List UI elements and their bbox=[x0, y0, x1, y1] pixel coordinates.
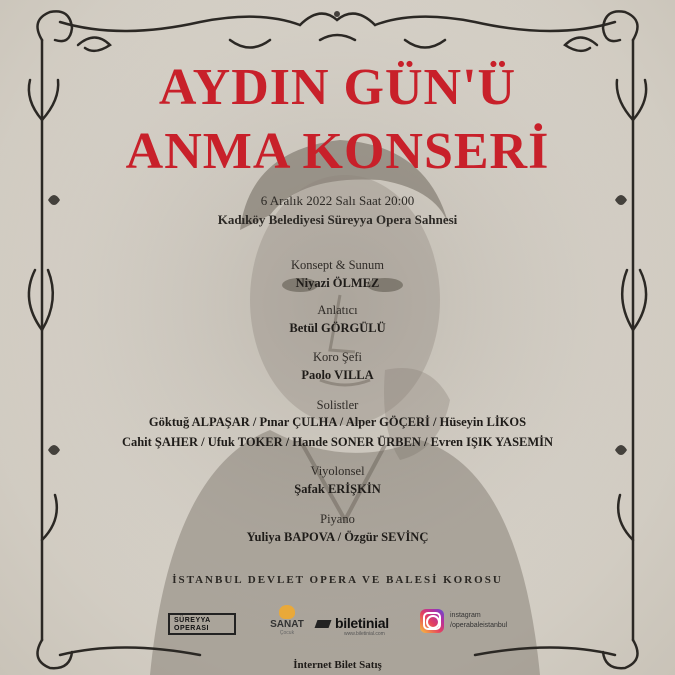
ticket-sales-label: İnternet Bilet Satış bbox=[293, 659, 382, 671]
sanat-logo-text: SANAT bbox=[270, 619, 304, 630]
credit-role: Solistler bbox=[316, 398, 359, 412]
instagram-handle: /operabaleistanbul bbox=[450, 622, 508, 629]
credit-name: Niyazi ÖLMEZ bbox=[295, 276, 380, 290]
credit-name: Cahit ŞAHER / Ufuk TOKER / Hande SONER ÜRBEN / Evren IŞIK YASEMİN bbox=[121, 435, 554, 449]
sponsor-logos bbox=[0, 605, 675, 645]
credit-name: Yuliya BAPOVA / Özgür SEVİNÇ bbox=[246, 530, 429, 544]
credit-name: Paolo VILLA bbox=[301, 368, 374, 382]
credit-role: Piyano bbox=[320, 512, 355, 526]
credit-name: Göktuğ ALPAŞAR / Pınar ÇULHA / Alper GÖÇERİ / Hüseyin LİKOS bbox=[148, 415, 527, 429]
chorus-name: İSTANBUL DEVLET OPERA VE BALESİ KOROSU bbox=[172, 574, 503, 586]
ticket-icon bbox=[315, 620, 332, 628]
instagram-link[interactable] bbox=[420, 609, 530, 639]
instagram-icon bbox=[420, 609, 444, 633]
credit-role: Konsept & Sunum bbox=[290, 258, 385, 272]
biletinial-logo-text: biletinial bbox=[335, 615, 389, 631]
sanat-logo[interactable] bbox=[262, 605, 312, 641]
instagram-label: instagram bbox=[450, 612, 481, 619]
credit-role: Koro Şefi bbox=[313, 350, 362, 364]
sureyya-opera-logo[interactable]: SÜREYYA OPERASI bbox=[168, 613, 236, 635]
credit-role: Viyolonsel bbox=[310, 464, 365, 478]
biletinial-logo[interactable] bbox=[316, 615, 411, 639]
event-date-time: 6 Aralık 2022 Salı Saat 20:00 bbox=[260, 193, 415, 208]
title-line-1: AYDIN GÜN'Ü bbox=[158, 59, 517, 116]
credit-name: Betül GÖRGÜLÜ bbox=[289, 321, 386, 335]
event-venue: Kadıköy Belediyesi Süreyya Opera Sahnesi bbox=[217, 212, 458, 227]
owl-icon bbox=[279, 605, 295, 619]
credit-role: Anlatıcı bbox=[317, 303, 358, 317]
title-line-2: ANMA KONSERİ bbox=[125, 123, 550, 180]
sanat-logo-subtext: Çocuk bbox=[279, 630, 295, 636]
credit-name: Şafak ERİŞKİN bbox=[294, 482, 381, 496]
biletinial-url: www.biletinial.com bbox=[344, 631, 385, 637]
